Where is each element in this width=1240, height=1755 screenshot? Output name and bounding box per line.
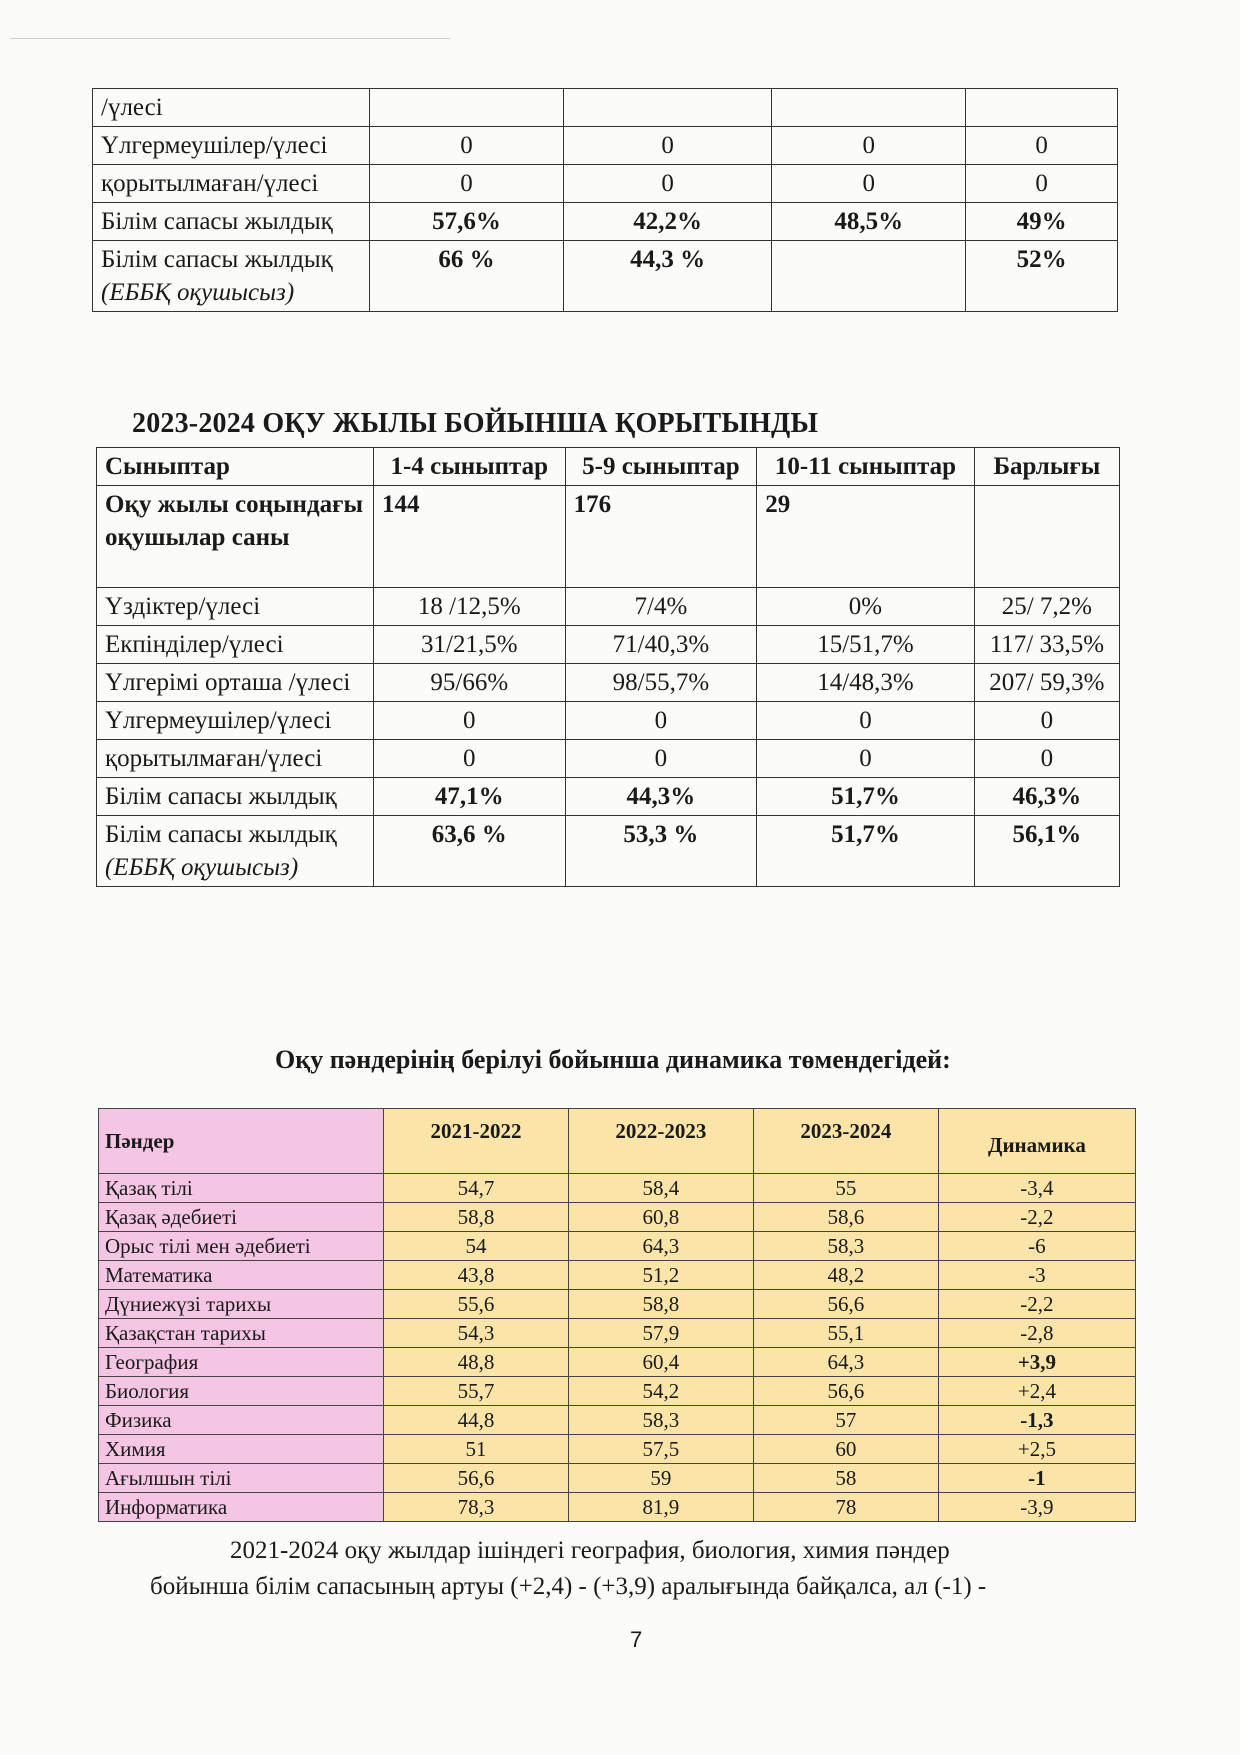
value-cell: 0: [966, 127, 1118, 165]
score-cell: 55,7: [384, 1377, 569, 1406]
score-cell: 51: [384, 1435, 569, 1464]
subject-name: Қазақ тілі: [99, 1174, 384, 1203]
row-label-note: (ЕББҚ оқушысыз): [105, 854, 299, 881]
column-header: 2021-2022: [384, 1109, 569, 1174]
row-label: [93, 241, 370, 312]
row-label: [97, 702, 374, 740]
subject-name: География: [99, 1348, 384, 1377]
value-cell: 31/21,5%: [374, 626, 566, 664]
score-cell: 58,3: [753, 1232, 938, 1261]
score-cell: 60,4: [568, 1348, 753, 1377]
value-cell: 44,3%: [565, 778, 757, 816]
score-cell: 54: [384, 1232, 569, 1261]
value-cell: 46,3%: [974, 778, 1119, 816]
table-row: [99, 1377, 1136, 1406]
column-header: 10-11 сыныптар: [757, 448, 975, 486]
dynamics-cell: -2,2: [938, 1203, 1135, 1232]
subject-name: Ағылшын тілі: [99, 1464, 384, 1493]
subject-name: Қазақ әдебиеті: [99, 1203, 384, 1232]
table-row: [97, 588, 1120, 626]
table-row: [99, 1464, 1136, 1493]
row-label-text: Білім сапасы жылдық: [105, 821, 337, 848]
dynamics-cell: +2,5: [938, 1435, 1135, 1464]
value-cell: 0: [565, 740, 757, 778]
score-cell: 44,8: [384, 1406, 569, 1435]
table-row: [97, 740, 1120, 778]
value-cell: [966, 89, 1118, 127]
value-cell: 63,6 %: [374, 816, 566, 887]
dynamics-cell: -2,2: [938, 1290, 1135, 1319]
dynamics-cell: -2,8: [938, 1319, 1135, 1348]
value-cell: [772, 89, 966, 127]
value-cell: 14/48,3%: [757, 664, 975, 702]
dynamics-cell: -3,9: [938, 1493, 1135, 1522]
column-header: 1-4 сыныптар: [374, 448, 566, 486]
subject-name: Қазақстан тарихы: [99, 1319, 384, 1348]
value-cell: 7/4%: [565, 588, 757, 626]
value-cell: 18 /12,5%: [374, 588, 566, 626]
value-cell: 0: [374, 740, 566, 778]
score-cell: 56,6: [384, 1464, 569, 1493]
value-cell: 207/ 59,3%: [974, 664, 1119, 702]
row-label: [97, 816, 374, 887]
score-cell: 78: [753, 1493, 938, 1522]
dynamics-cell: +2,4: [938, 1377, 1135, 1406]
dynamics-cell: -3,4: [938, 1174, 1135, 1203]
row-label-note: (ЕББҚ оқушысыз): [101, 279, 295, 306]
header-row: [99, 1109, 1136, 1174]
value-cell: [772, 241, 966, 312]
value-cell: 52%: [966, 241, 1118, 312]
row-label: [93, 127, 370, 165]
section-heading-subject-dynamics: Оқу пәндерінің берілуі бойынша динамика төмендегідей:: [275, 1045, 951, 1074]
score-cell: 58,6: [753, 1203, 938, 1232]
dynamics-cell: -3: [938, 1261, 1135, 1290]
table-row: [97, 778, 1120, 816]
students-count-row: [97, 486, 1120, 588]
top-rule: [10, 38, 450, 39]
table-row: [97, 626, 1120, 664]
score-cell: 58,8: [384, 1203, 569, 1232]
score-cell: 58,3: [568, 1406, 753, 1435]
subject-name: Физика: [99, 1406, 384, 1435]
score-cell: 58,8: [568, 1290, 753, 1319]
table-row: [97, 816, 1120, 887]
column-header: 2023-2024: [753, 1109, 938, 1174]
row-label: [93, 203, 370, 241]
value-cell: 51,7%: [757, 816, 975, 887]
row-label-text: Білім сапасы жылдық: [101, 208, 333, 235]
subject-name: Химия: [99, 1435, 384, 1464]
value-cell: [564, 89, 772, 127]
score-cell: 57,5: [568, 1435, 753, 1464]
table-row: [93, 165, 1118, 203]
value-cell: 0: [565, 702, 757, 740]
row-label: Оқу жылы соңындағы оқушылар саны: [97, 486, 374, 588]
value-cell: 66 %: [370, 241, 564, 312]
score-cell: 59: [568, 1464, 753, 1493]
row-label: [97, 664, 374, 702]
table-row: [99, 1406, 1136, 1435]
paragraph-line-1: 2021-2024 оқу жылдар ішіндегі география, биология, химия пәндер: [230, 1537, 950, 1564]
dynamics-cell: +3,9: [938, 1348, 1135, 1377]
table-row: [99, 1261, 1136, 1290]
row-label: [97, 626, 374, 664]
score-cell: 56,6: [753, 1377, 938, 1406]
dynamics-cell: -1: [938, 1464, 1135, 1493]
value-cell: [974, 486, 1119, 588]
score-cell: 43,8: [384, 1261, 569, 1290]
column-header: Барлығы: [974, 448, 1119, 486]
score-cell: 60: [753, 1435, 938, 1464]
value-cell: 48,5%: [772, 203, 966, 241]
row-label-text: Екпінділер/үлесі: [105, 631, 284, 658]
value-cell: 49%: [966, 203, 1118, 241]
table-row: [93, 241, 1118, 312]
dynamics-cell: -6: [938, 1232, 1135, 1261]
value-cell: 0: [974, 740, 1119, 778]
value-cell: 0: [772, 165, 966, 203]
value-cell: 0: [564, 165, 772, 203]
value-cell: 15/51,7%: [757, 626, 975, 664]
subject-name: Орыс тілі мен әдебиеті: [99, 1232, 384, 1261]
subject-name: Биология: [99, 1377, 384, 1406]
summary-paragraph: [150, 1533, 1125, 1605]
value-cell: 0: [966, 165, 1118, 203]
value-cell: 98/55,7%: [565, 664, 757, 702]
column-header: Динамика: [938, 1109, 1135, 1174]
score-cell: 55,1: [753, 1319, 938, 1348]
subject-name: Информатика: [99, 1493, 384, 1522]
table-row: [99, 1348, 1136, 1377]
score-cell: 64,3: [753, 1348, 938, 1377]
value-cell: 53,3 %: [565, 816, 757, 887]
value-cell: 0: [370, 165, 564, 203]
value-cell: 0%: [757, 588, 975, 626]
score-cell: 51,2: [568, 1261, 753, 1290]
row-label: [97, 740, 374, 778]
results-table-previous-year: [92, 88, 1118, 312]
value-cell: 0: [757, 740, 975, 778]
value-cell: 56,1%: [974, 816, 1119, 887]
value-cell: 144: [374, 486, 566, 588]
value-cell: 0: [564, 127, 772, 165]
header-row: [97, 448, 1120, 486]
value-cell: 0: [757, 702, 975, 740]
results-table-2023-2024: [96, 447, 1120, 887]
row-label-text: қорытылмаған/үлесі: [101, 170, 319, 197]
row-label: [97, 588, 374, 626]
score-cell: 58,4: [568, 1174, 753, 1203]
table-row: [97, 664, 1120, 702]
row-label-text: Үлгерімі орташа /үлесі: [105, 669, 351, 696]
row-label-text: /үлесі: [101, 94, 163, 121]
row-label-text: Білім сапасы жылдық: [105, 783, 337, 810]
score-cell: 54,3: [384, 1319, 569, 1348]
score-cell: 78,3: [384, 1493, 569, 1522]
table-row: [99, 1290, 1136, 1319]
value-cell: 29: [757, 486, 975, 588]
table-row: [99, 1319, 1136, 1348]
value-cell: 47,1%: [374, 778, 566, 816]
value-cell: 117/ 33,5%: [974, 626, 1119, 664]
value-cell: [370, 89, 564, 127]
row-label-text: Білім сапасы жылдық: [101, 246, 333, 273]
score-cell: 48,8: [384, 1348, 569, 1377]
row-label-text: Үлгермеушілер/үлесі: [101, 132, 328, 159]
row-label: [97, 778, 374, 816]
score-cell: 55: [753, 1174, 938, 1203]
value-cell: 71/40,3%: [565, 626, 757, 664]
score-cell: 57,9: [568, 1319, 753, 1348]
row-label-text: қорытылмаған/үлесі: [105, 745, 323, 772]
table-row: [93, 203, 1118, 241]
column-header: Пәндер: [99, 1109, 384, 1174]
row-label-text: Үздіктер/үлесі: [105, 593, 261, 620]
table-row: [93, 127, 1118, 165]
value-cell: 44,3 %: [564, 241, 772, 312]
score-cell: 55,6: [384, 1290, 569, 1319]
value-cell: 51,7%: [757, 778, 975, 816]
value-cell: 42,2%: [564, 203, 772, 241]
table-row: [99, 1174, 1136, 1203]
score-cell: 56,6: [753, 1290, 938, 1319]
value-cell: 0: [374, 702, 566, 740]
table-row: [93, 89, 1118, 127]
paragraph-line-2: бойынша білім сапасының артуы (+2,4) - (+3,9) аралығында байқалса, ал (-1) -: [150, 1573, 987, 1600]
value-cell: 176: [565, 486, 757, 588]
value-cell: 95/66%: [374, 664, 566, 702]
subject-dynamics-table: [98, 1108, 1136, 1522]
score-cell: 48,2: [753, 1261, 938, 1290]
score-cell: 54,7: [384, 1174, 569, 1203]
value-cell: 0: [974, 702, 1119, 740]
value-cell: 25/ 7,2%: [974, 588, 1119, 626]
score-cell: 57: [753, 1406, 938, 1435]
table-row: [99, 1232, 1136, 1261]
row-label: [93, 165, 370, 203]
table-row: [99, 1435, 1136, 1464]
score-cell: 58: [753, 1464, 938, 1493]
score-cell: 60,8: [568, 1203, 753, 1232]
score-cell: 64,3: [568, 1232, 753, 1261]
subject-name: Математика: [99, 1261, 384, 1290]
column-header: 5-9 сыныптар: [565, 448, 757, 486]
section-heading-2023-2024: 2023-2024 ОҚУ ЖЫЛЫ БОЙЫНША ҚОРЫТЫНДЫ: [132, 408, 819, 439]
page-number: 7: [630, 1627, 643, 1652]
value-cell: 57,6%: [370, 203, 564, 241]
score-cell: 81,9: [568, 1493, 753, 1522]
value-cell: 0: [370, 127, 564, 165]
row-label: [93, 89, 370, 127]
column-header: 2022-2023: [568, 1109, 753, 1174]
table-row: [99, 1203, 1136, 1232]
subject-name: Дүниежүзі тарихы: [99, 1290, 384, 1319]
table-row: [99, 1493, 1136, 1522]
row-label-text: Үлгермеушілер/үлесі: [105, 707, 332, 734]
dynamics-cell: -1,3: [938, 1406, 1135, 1435]
score-cell: 54,2: [568, 1377, 753, 1406]
column-header: Сыныптар: [97, 448, 374, 486]
table-row: [97, 702, 1120, 740]
value-cell: 0: [772, 127, 966, 165]
